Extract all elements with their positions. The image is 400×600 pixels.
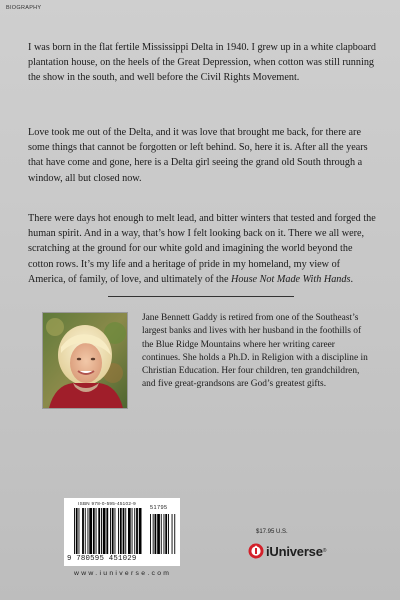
- category-label: BIOGRAPHY: [6, 5, 42, 11]
- barcode-bar: [89, 508, 92, 554]
- barcode-bar: [106, 508, 108, 554]
- barcode-bar: [132, 508, 133, 554]
- barcode-bar: [115, 508, 116, 554]
- author-portrait-image: [43, 313, 127, 408]
- barcode-bar: [85, 508, 86, 554]
- barcode-addon-bar: [168, 514, 169, 554]
- barcode-bar: [120, 508, 122, 554]
- barcode-addon-bar: [153, 514, 154, 554]
- barcode-bar: [82, 508, 84, 554]
- barcode-addon-bar: [165, 514, 167, 554]
- barcode-addon-bar: [157, 514, 160, 554]
- barcode-bar: [96, 508, 97, 554]
- paragraph-3-text: There were days hot enough to melt lead, and bitter winters that tested and forged the human spirit. And in a way, that’s how I felt looking back on it. There we all were, scratching at the ground for our white gold and imagining the world beyond the cotton rows. It’s my life and a heritage of pride in my homeland, my view of America, of family, of love, and ultimately of the: [28, 213, 376, 285]
- barcode-bar: [101, 508, 102, 554]
- barcode-addon-bar: [172, 514, 173, 554]
- paragraph-3-end: .: [350, 273, 353, 285]
- author-bio: Jane Bennett Gaddy is retired from one of the Southeast’s largest banks and lives with her husband in the foothills of the Blue Ridge Mountains where her writing career continues. She holds a Ph.D. in Religion with a discipline in Christian Education. Her four children, ten grandchildren, and five great-grandsons are God’s greatest gifts.: [142, 313, 368, 390]
- barcode-bar: [118, 508, 119, 554]
- barcode-bar: [123, 508, 125, 554]
- barcode-number: 9 780595 451029: [67, 555, 137, 563]
- paragraph-1: I was born in the flat fertile Mississippi Delta in 1940. I grew up in a white clapboard plantation house, on the heels of the Great Depression, when cotton was still running the show in the south, and well before the Civil Rights Movement.: [28, 42, 376, 84]
- iuniverse-logo-icon: [248, 543, 264, 559]
- barcode-bar: [76, 508, 78, 554]
- barcode-addon-bar: [155, 514, 157, 554]
- publisher-website: www.iuniverse.com: [74, 570, 172, 577]
- book-title: House Not Made With Hands: [231, 273, 351, 285]
- barcode-bar: [125, 508, 126, 554]
- isbn-label: ISBN 978-0-595-45102-9: [78, 501, 136, 506]
- barcode-bar: [74, 508, 75, 554]
- publisher-logo: [248, 541, 326, 561]
- barcode-addon-bar: [150, 514, 151, 554]
- barcode-panel: [64, 498, 180, 566]
- publisher-name: iUniverse: [266, 543, 323, 559]
- author-photo: [42, 312, 128, 409]
- barcode-bar: [103, 508, 106, 554]
- barcode-bar: [136, 508, 138, 554]
- divider-rule: [108, 296, 294, 297]
- barcode-bar: [110, 508, 111, 554]
- barcode-bar: [79, 508, 80, 554]
- barcode-bar: [128, 508, 131, 554]
- barcode-bar: [93, 508, 95, 554]
- barcode-bar: [112, 508, 114, 554]
- barcode-addon-number: 51795: [150, 505, 168, 511]
- barcode-addon-bar: [161, 514, 162, 554]
- barcode-bar: [134, 508, 135, 554]
- barcode-addon-bar: [174, 514, 175, 554]
- trademark-mark: ®: [322, 548, 327, 554]
- paragraph-2: Love took me out of the Delta, and it was love that brought me back, for there are some things that cannot be forgotten or left behind. So, here it is. After all the years that have come and gone, here is a Delta girl seeing the grand old South through a window, all but closed now.: [28, 127, 368, 184]
- barcode-bar: [98, 508, 100, 554]
- barcode-bar: [139, 508, 142, 554]
- barcode-bar: [88, 508, 89, 554]
- price: $17.95 U.S.: [256, 529, 288, 535]
- barcode-addon-bar: [164, 514, 165, 554]
- paragraph-3: [28, 211, 376, 287]
